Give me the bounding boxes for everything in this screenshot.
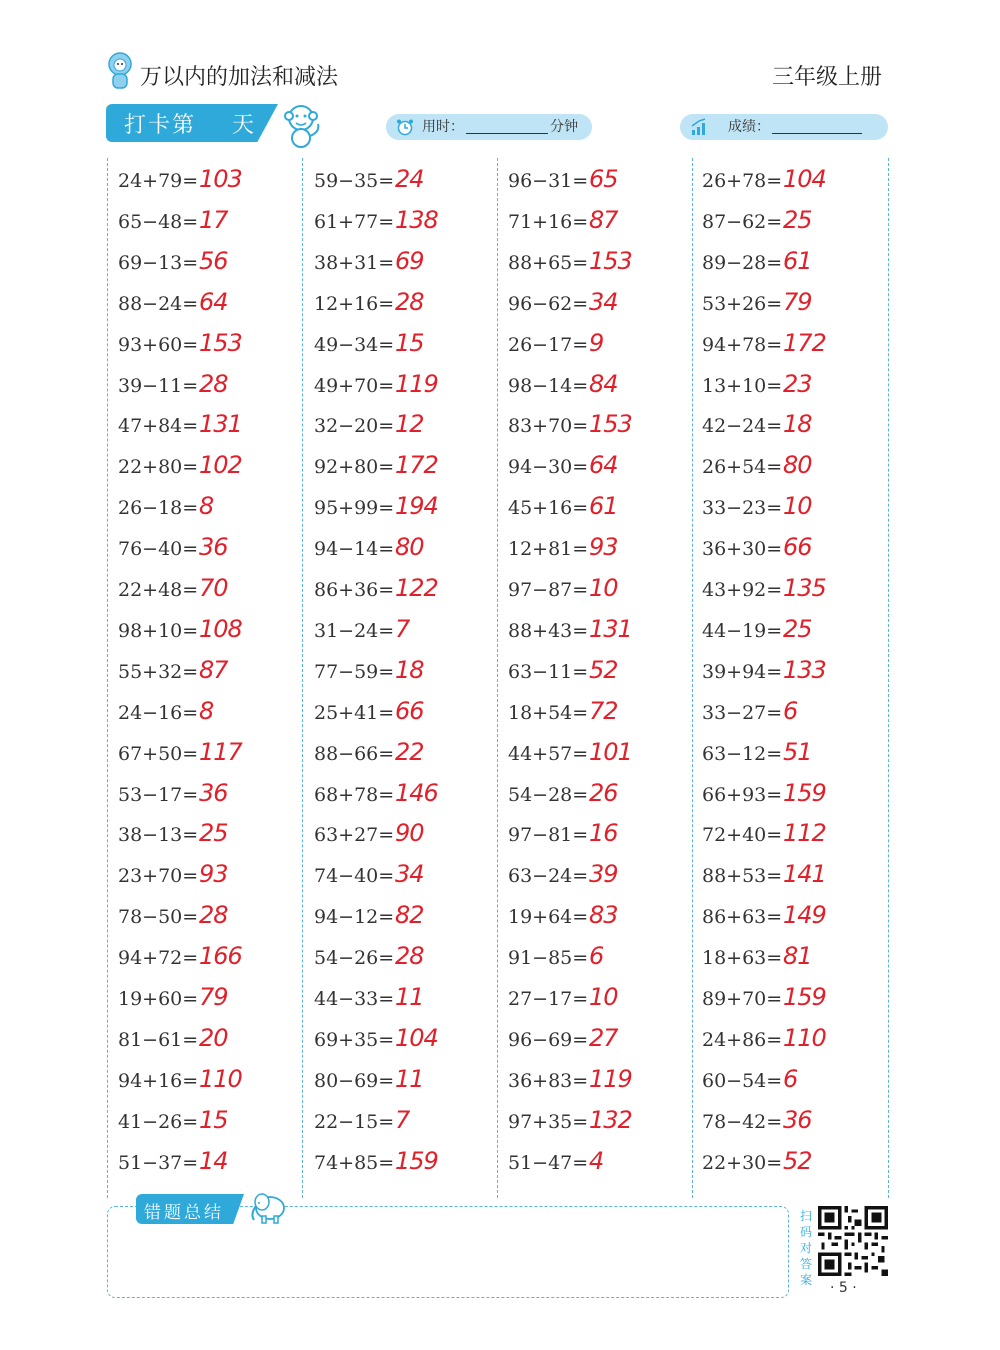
equation-text: 22+48= <box>118 579 199 601</box>
equation-text: 92+80= <box>314 456 395 479</box>
handwritten-answer[interactable]: 110 <box>783 1023 826 1052</box>
equation-text: 25+41= <box>314 701 395 724</box>
handwritten-answer[interactable]: 7 <box>395 1105 410 1134</box>
handwritten-answer[interactable]: 153 <box>199 328 242 357</box>
monkey-icon <box>276 100 326 150</box>
handwritten-answer[interactable]: 159 <box>783 983 826 1011</box>
handwritten-answer[interactable]: 93 <box>589 533 618 562</box>
equation-text: 95+99= <box>314 497 395 520</box>
handwritten-answer[interactable]: 61 <box>589 492 618 521</box>
handwritten-answer[interactable]: 6 <box>783 1064 798 1093</box>
equation-text: 94−30= <box>508 456 589 479</box>
equation-text: 69−13= <box>118 251 199 274</box>
checkin-part1: 打卡第 <box>124 113 197 138</box>
handwritten-answer[interactable]: 83 <box>589 901 618 930</box>
equation-text: 94+16= <box>118 1069 199 1092</box>
handwritten-answer[interactable]: 23 <box>783 369 812 398</box>
equation-text: 22−15= <box>314 1110 395 1133</box>
handwritten-answer[interactable]: 18 <box>783 410 812 439</box>
handwritten-answer[interactable]: 28 <box>395 287 424 316</box>
equation-text: 38−13= <box>118 824 199 847</box>
handwritten-answer[interactable]: 102 <box>199 451 242 480</box>
equation-text: 12+81= <box>508 538 589 561</box>
handwritten-answer[interactable]: 6 <box>783 696 798 725</box>
time-box <box>386 114 592 140</box>
equation-text: 13+10= <box>702 374 783 397</box>
page-number: · 5 · <box>830 1280 857 1296</box>
handwritten-answer[interactable]: 10 <box>589 574 618 602</box>
handwritten-answer[interactable]: 4 <box>589 1146 604 1175</box>
handwritten-answer[interactable]: 138 <box>395 205 438 234</box>
equation-text: 18+63= <box>702 947 783 970</box>
handwritten-answer[interactable]: 93 <box>199 860 228 889</box>
equation-text: 91−85= <box>508 947 589 970</box>
equation-text: 22+80= <box>118 456 199 479</box>
equation-text: 53+26= <box>702 292 783 315</box>
equation-text: 19+60= <box>118 988 199 1010</box>
equation-text: 63−11= <box>508 660 589 683</box>
handwritten-answer[interactable]: 84 <box>589 369 618 398</box>
equation-text: 98−14= <box>508 374 589 397</box>
column-divider <box>302 158 303 1198</box>
handwritten-answer[interactable]: 166 <box>199 942 242 971</box>
handwritten-answer[interactable]: 36 <box>199 778 228 807</box>
equation-text: 26+78= <box>702 170 783 192</box>
equation-text: 89−28= <box>702 251 783 274</box>
handwritten-answer[interactable]: 135 <box>783 574 826 602</box>
equation-text: 42−24= <box>702 415 783 438</box>
equation-text: 49−34= <box>314 333 395 356</box>
equation-text: 18+54= <box>508 701 589 724</box>
qr-code[interactable] <box>818 1206 888 1276</box>
handwritten-answer[interactable]: 14 <box>199 1146 228 1175</box>
handwritten-answer[interactable]: 34 <box>395 860 424 889</box>
equation-text: 12+16= <box>314 292 395 315</box>
handwritten-answer[interactable]: 26 <box>589 778 618 807</box>
equation-text: 93+60= <box>118 333 199 356</box>
equation-text: 41−26= <box>118 1110 199 1133</box>
handwritten-answer[interactable]: 90 <box>395 819 424 848</box>
handwritten-answer[interactable]: 11 <box>395 1064 424 1093</box>
handwritten-answer[interactable]: 28 <box>395 942 424 971</box>
handwritten-answer[interactable]: 81 <box>783 942 812 971</box>
handwritten-answer[interactable]: 25 <box>783 205 812 234</box>
handwritten-answer[interactable]: 119 <box>395 369 438 398</box>
handwritten-answer[interactable]: 51 <box>783 737 812 766</box>
handwritten-answer[interactable]: 52 <box>589 655 618 684</box>
handwritten-answer[interactable]: 108 <box>199 614 242 643</box>
handwritten-answer[interactable]: 133 <box>783 655 826 684</box>
handwritten-answer[interactable]: 8 <box>199 696 214 725</box>
equation-text: 23+70= <box>118 865 199 888</box>
equation-text: 83+70= <box>508 415 589 438</box>
equation-text: 69+35= <box>314 1028 395 1051</box>
handwritten-answer[interactable]: 22 <box>395 737 424 766</box>
equation-text: 51−47= <box>508 1151 589 1174</box>
handwritten-answer[interactable]: 24 <box>395 165 424 193</box>
equation-text: 54−26= <box>314 947 395 970</box>
equation-text: 26+54= <box>702 456 783 479</box>
column-divider <box>497 158 498 1198</box>
equation-text: 81−61= <box>118 1028 199 1051</box>
handwritten-answer[interactable]: 110 <box>199 1064 242 1093</box>
handwritten-answer[interactable]: 11 <box>395 983 424 1011</box>
equation-text: 88−24= <box>118 292 199 315</box>
handwritten-answer[interactable]: 12 <box>395 410 424 439</box>
handwritten-answer[interactable]: 146 <box>395 778 438 807</box>
equation-text: 39+94= <box>702 660 783 683</box>
equation-text: 44−19= <box>702 619 783 642</box>
handwritten-answer[interactable]: 153 <box>589 410 632 439</box>
equation-text: 61+77= <box>314 210 395 233</box>
equation-text: 65−48= <box>118 210 199 233</box>
page-title: 万以内的加法和减法 <box>140 65 339 90</box>
equation-text: 54−28= <box>508 783 589 806</box>
equation-text: 53−17= <box>118 783 199 806</box>
equation-text: 86+63= <box>702 906 783 929</box>
handwritten-answer[interactable]: 66 <box>783 533 812 562</box>
lion-icon <box>106 52 134 90</box>
score-box <box>680 114 888 140</box>
equation-text: 32−20= <box>314 415 395 438</box>
handwritten-answer[interactable]: 61 <box>783 246 812 275</box>
equation-text: 44−33= <box>314 988 395 1010</box>
handwritten-answer[interactable]: 64 <box>589 451 618 480</box>
handwritten-answer[interactable]: 80 <box>395 533 424 562</box>
time-label: 用时： <box>422 119 464 135</box>
handwritten-answer[interactable]: 112 <box>783 819 826 848</box>
equation-text: 51−37= <box>118 1151 199 1174</box>
equation-text: 19+64= <box>508 906 589 929</box>
handwritten-answer[interactable]: 69 <box>395 246 424 275</box>
handwritten-answer[interactable]: 15 <box>199 1105 228 1134</box>
handwritten-answer[interactable]: 131 <box>199 410 242 439</box>
equation-text: 94−14= <box>314 538 395 561</box>
equation-text: 74−40= <box>314 865 395 888</box>
handwritten-answer[interactable]: 7 <box>395 614 410 643</box>
equation-text: 72+40= <box>702 824 783 847</box>
handwritten-answer[interactable]: 119 <box>589 1064 632 1093</box>
equation-text: 39−11= <box>118 374 199 397</box>
equation-text: 55+32= <box>118 660 199 683</box>
equation-text: 27−17= <box>508 988 589 1010</box>
equation-text: 80−69= <box>314 1069 395 1092</box>
equation-text: 24+86= <box>702 1028 783 1051</box>
handwritten-answer[interactable]: 159 <box>783 778 826 807</box>
handwritten-answer[interactable]: 16 <box>589 819 618 848</box>
equation-text: 94−12= <box>314 906 395 929</box>
handwritten-answer[interactable]: 52 <box>783 1146 812 1175</box>
equation-text: 36+30= <box>702 538 783 561</box>
handwritten-answer[interactable]: 8 <box>199 492 214 521</box>
equation-text: 44+57= <box>508 742 589 765</box>
equation-text: 43+92= <box>702 579 783 601</box>
handwritten-answer[interactable]: 34 <box>589 287 618 316</box>
handwritten-answer[interactable]: 70 <box>199 574 228 602</box>
equation-text: 98+10= <box>118 619 199 642</box>
equation-text: 96−69= <box>508 1028 589 1051</box>
equation-text: 74+85= <box>314 1151 395 1174</box>
handwritten-answer[interactable]: 72 <box>589 696 618 725</box>
handwritten-answer[interactable]: 79 <box>783 287 812 316</box>
handwritten-answer[interactable]: 9 <box>589 328 604 357</box>
equation-text: 33−23= <box>702 497 783 520</box>
equation-text: 88+53= <box>702 865 783 888</box>
handwritten-answer[interactable]: 131 <box>589 614 632 643</box>
checkin-part2: 天 <box>232 113 257 138</box>
score-blank[interactable] <box>772 133 862 134</box>
equation-text: 63−12= <box>702 742 783 765</box>
handwritten-answer[interactable]: 194 <box>395 492 438 521</box>
handwritten-answer[interactable]: 28 <box>199 901 228 930</box>
elephant-icon <box>248 1186 294 1226</box>
handwritten-answer[interactable]: 117 <box>199 737 242 766</box>
time-unit: 分钟 <box>550 119 578 135</box>
equation-text: 96−62= <box>508 292 589 315</box>
equation-text: 86+36= <box>314 579 395 601</box>
handwritten-answer[interactable]: 27 <box>589 1023 618 1052</box>
equation-text: 24+79= <box>118 170 199 192</box>
handwritten-answer[interactable]: 141 <box>783 860 826 889</box>
handwritten-answer[interactable]: 65 <box>589 165 618 193</box>
equation-text: 47+84= <box>118 415 199 438</box>
chart-growth-icon <box>690 118 708 136</box>
equation-text: 26−17= <box>508 333 589 356</box>
equation-text: 59−35= <box>314 170 395 192</box>
handwritten-answer[interactable]: 103 <box>199 165 242 193</box>
handwritten-answer[interactable]: 17 <box>199 205 228 234</box>
column-divider <box>692 158 693 1198</box>
handwritten-answer[interactable]: 56 <box>199 246 228 275</box>
handwritten-answer[interactable]: 149 <box>783 901 826 930</box>
handwritten-answer[interactable]: 10 <box>783 492 812 521</box>
equation-text: 26−18= <box>118 497 199 520</box>
time-blank[interactable] <box>466 133 548 134</box>
equation-text: 87−62= <box>702 210 783 233</box>
handwritten-answer[interactable]: 87 <box>589 205 618 234</box>
equation-text: 60−54= <box>702 1069 783 1092</box>
equation-text: 77−59= <box>314 660 395 683</box>
equation-text: 97−81= <box>508 824 589 847</box>
handwritten-answer[interactable]: 172 <box>783 328 826 357</box>
handwritten-answer[interactable]: 87 <box>199 655 228 684</box>
handwritten-answer[interactable]: 10 <box>589 983 618 1011</box>
equation-text: 97−87= <box>508 579 589 601</box>
equation-text: 76−40= <box>118 538 199 561</box>
equation-text: 78−50= <box>118 906 199 929</box>
equation-text: 36+83= <box>508 1069 589 1092</box>
handwritten-answer[interactable]: 28 <box>199 369 228 398</box>
equation-text: 24−16= <box>118 701 199 724</box>
equation-text: 94+72= <box>118 947 199 970</box>
equation-text: 38+31= <box>314 251 395 274</box>
equation-text: 96−31= <box>508 170 589 192</box>
equation-text: 71+16= <box>508 210 589 233</box>
equation-text: 78−42= <box>702 1110 783 1133</box>
handwritten-answer[interactable]: 25 <box>199 819 228 848</box>
handwritten-answer[interactable]: 79 <box>199 983 228 1011</box>
handwritten-answer[interactable]: 122 <box>395 574 438 602</box>
mistake-summary-label: 错题总结 <box>144 1203 224 1223</box>
handwritten-answer[interactable]: 66 <box>395 696 424 725</box>
handwritten-answer[interactable]: 36 <box>783 1105 812 1134</box>
handwritten-answer[interactable]: 159 <box>395 1146 438 1175</box>
handwritten-answer[interactable]: 18 <box>395 655 424 684</box>
scan-answer-label: 扫码对答案 <box>800 1209 813 1287</box>
equation-text: 66+93= <box>702 783 783 806</box>
equation-text: 88+65= <box>508 251 589 274</box>
equation-text: 22+30= <box>702 1151 783 1174</box>
equation-text: 67+50= <box>118 742 199 765</box>
handwritten-answer[interactable]: 132 <box>589 1105 632 1134</box>
equation-text: 63+27= <box>314 824 395 847</box>
handwritten-answer[interactable]: 64 <box>199 287 228 316</box>
equation-text: 49+70= <box>314 374 395 397</box>
score-label: 成绩： <box>728 119 770 135</box>
handwritten-answer[interactable]: 20 <box>199 1023 228 1052</box>
handwritten-answer[interactable]: 36 <box>199 533 228 562</box>
alarm-clock-icon <box>396 118 414 136</box>
grade-label: 三年级上册 <box>771 65 882 90</box>
equation-text: 97+35= <box>508 1110 589 1133</box>
handwritten-answer[interactable]: 39 <box>589 860 618 889</box>
equation-text: 89+70= <box>702 988 783 1010</box>
handwritten-answer[interactable]: 82 <box>395 901 424 930</box>
handwritten-answer[interactable]: 101 <box>589 737 632 766</box>
equation-text: 68+78= <box>314 783 395 806</box>
equation-text: 88−66= <box>314 742 395 765</box>
handwritten-answer[interactable]: 25 <box>783 614 812 643</box>
equation-text: 63−24= <box>508 865 589 888</box>
equation-text: 45+16= <box>508 497 589 520</box>
equation-text: 33−27= <box>702 701 783 724</box>
handwritten-answer[interactable]: 104 <box>783 165 826 193</box>
handwritten-answer[interactable]: 104 <box>395 1023 438 1052</box>
handwritten-answer[interactable]: 15 <box>395 328 424 357</box>
checkin-text <box>124 108 256 139</box>
handwritten-answer[interactable]: 80 <box>783 451 812 480</box>
equation-text: 94+78= <box>702 333 783 356</box>
equation-text: 88+43= <box>508 619 589 642</box>
handwritten-answer[interactable]: 6 <box>589 942 604 971</box>
equation-text: 31−24= <box>314 619 395 642</box>
handwritten-answer[interactable]: 172 <box>395 451 438 480</box>
handwritten-answer[interactable]: 153 <box>589 246 632 275</box>
